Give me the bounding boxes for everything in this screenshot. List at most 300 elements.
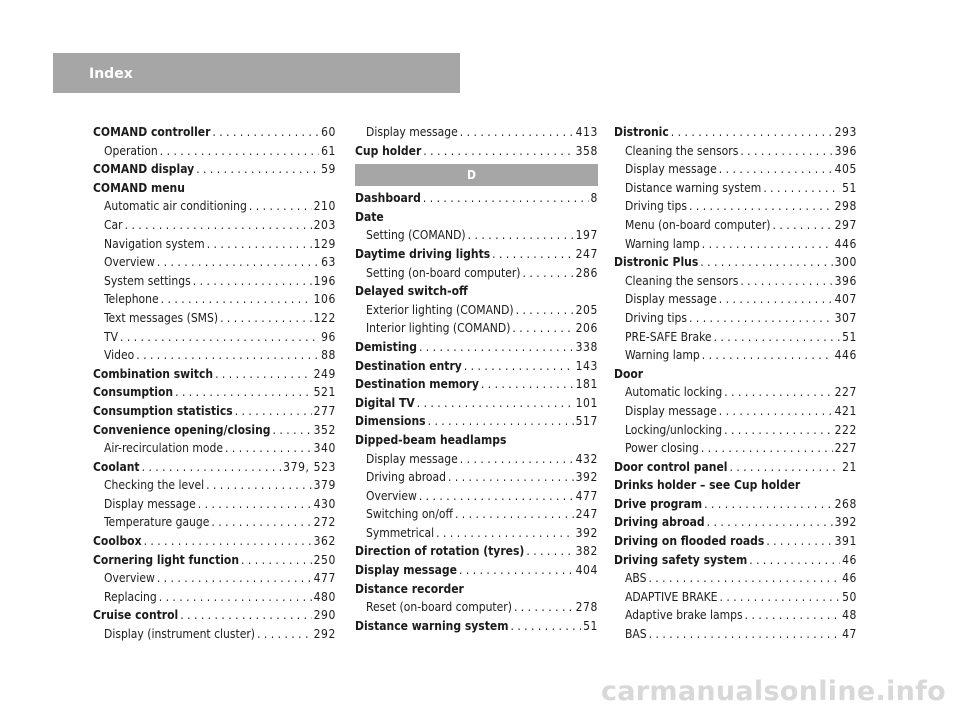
dot-leader	[724, 383, 832, 402]
entry-label: Distronic	[614, 125, 669, 139]
dot-leader	[125, 216, 312, 235]
entry-page-number: 247	[575, 507, 598, 522]
entry-page-number: 60	[321, 125, 336, 139]
entry-page-number: 210	[313, 199, 336, 214]
dot-leader	[523, 264, 574, 283]
dot-leader	[225, 439, 312, 458]
entry-page-number: 413	[575, 125, 598, 139]
entry-label: Consumption statistics	[93, 403, 233, 418]
entry-page-number: 407	[834, 292, 857, 307]
dot-leader	[512, 319, 573, 338]
index-entry	[93, 123, 336, 142]
entry-page-number: 227	[834, 441, 857, 456]
entry-label: Symmetrical	[366, 525, 435, 540]
dot-leader	[689, 197, 833, 216]
dot-leader	[689, 309, 833, 328]
entry-label: Checking the level	[104, 478, 205, 493]
entry-label: Display message	[366, 125, 458, 139]
index-subentry	[614, 402, 857, 421]
entry-page-number: 405	[834, 162, 857, 177]
entry-label: Car	[104, 217, 123, 232]
dot-leader	[729, 458, 840, 477]
entry-page-number: 181	[575, 377, 598, 392]
index-subentry	[614, 235, 857, 254]
entry-label: Telephone	[104, 292, 159, 307]
index-entry	[355, 282, 598, 301]
index-entry	[355, 431, 598, 450]
dot-leader	[159, 588, 312, 607]
entry-label: Automatic air conditioning	[104, 199, 247, 214]
entry-page-number: 404	[575, 563, 598, 578]
entry-label: Driving tips	[625, 310, 687, 325]
index-entry	[355, 375, 598, 394]
entry-page-number: 61	[321, 143, 336, 158]
entry-label: Convenience opening/closing	[93, 422, 271, 437]
entry-label: Driving abroad	[614, 515, 705, 530]
entry-label: Locking/unlocking	[625, 422, 723, 437]
dot-leader	[514, 598, 574, 617]
entry-label: Cleaning the sensors	[625, 143, 739, 158]
entry-label: Driving on flooded roads	[614, 534, 765, 549]
dot-leader	[220, 309, 312, 328]
entry-page-number: 392	[575, 470, 598, 485]
entry-page-number: 307	[834, 310, 857, 325]
entry-page-number: 421	[834, 403, 857, 418]
entry-label: Demisting	[355, 339, 417, 354]
entry-page-number: 51	[842, 180, 857, 195]
entry-label: Distronic Plus	[614, 255, 699, 270]
index-subentry	[355, 487, 598, 506]
index-entry	[93, 402, 336, 421]
entry-page-number: 106	[313, 292, 336, 307]
index-entry	[614, 495, 857, 514]
entry-label: Display message	[625, 403, 717, 418]
index-subentry	[93, 346, 336, 365]
dot-leader	[157, 253, 319, 272]
entry-label: Driving tips	[625, 199, 687, 214]
entry-page-number: 250	[313, 552, 336, 567]
entry-label: Display message	[104, 496, 196, 511]
entry-page-number: 430	[313, 496, 336, 511]
entry-label: Setting (COMAND)	[366, 228, 466, 243]
entry-page-number: 129	[313, 236, 336, 251]
entry-page-number: 300	[834, 255, 857, 270]
entry-label: Adaptive brake lamps	[625, 608, 743, 623]
entry-page-number: 477	[575, 488, 598, 503]
dot-leader	[428, 412, 574, 431]
entry-page-number: 396	[834, 273, 857, 288]
dot-leader	[175, 383, 312, 402]
entry-label: PRE-SAFE Brake	[625, 329, 712, 344]
dot-leader	[510, 617, 581, 636]
watermark: carmanualsonline.info	[600, 676, 946, 707]
entry-page-number: 222	[834, 422, 857, 437]
entry-page-number: 197	[575, 228, 598, 243]
entry-label: Dashboard	[355, 191, 421, 206]
index-subentry	[355, 226, 598, 245]
dot-leader	[448, 468, 574, 487]
index-entry	[355, 142, 598, 161]
entry-page-number: 88	[321, 348, 336, 363]
entry-page-number: 122	[313, 310, 336, 325]
index-subentry	[614, 625, 857, 644]
dot-leader	[700, 253, 832, 272]
index-subentry	[93, 513, 336, 532]
entry-page-number: 358	[575, 143, 598, 158]
index-subentry	[614, 309, 857, 328]
index-entry	[355, 617, 598, 636]
entry-page-number: 293	[834, 125, 857, 139]
index-entry	[93, 606, 336, 625]
entry-label: Text messages (SMS)	[104, 310, 219, 325]
index-entry	[355, 189, 598, 208]
entry-label: Dimensions	[355, 414, 426, 429]
entry-label: Distance warning system	[625, 180, 762, 195]
dot-leader	[719, 290, 833, 309]
dot-leader	[235, 402, 312, 421]
entry-label: Warning lamp	[625, 348, 700, 363]
entry-label: Coolant	[93, 459, 140, 474]
entry-page-number: 46	[842, 571, 857, 586]
entry-label: Overview	[104, 571, 155, 586]
index-entry	[614, 365, 857, 384]
dot-leader	[455, 505, 574, 524]
index-subentry	[355, 264, 598, 283]
entry-page-number: 47	[842, 627, 857, 642]
index-column-2	[355, 123, 598, 635]
entry-page-number: 205	[575, 302, 598, 317]
index-subentry	[355, 319, 598, 338]
entry-page-number: 517	[575, 414, 598, 429]
dot-leader	[257, 625, 312, 644]
entry-label: Temperature gauge	[104, 515, 210, 530]
entry-page-number: 46	[842, 552, 857, 567]
index-subentry	[93, 328, 336, 347]
entry-label: Display message	[625, 292, 717, 307]
entry-label: Drinks holder – see Cup holder	[614, 478, 801, 493]
entry-label: Delayed switch-off	[355, 284, 468, 299]
entry-page-number: 379, 523	[283, 459, 336, 474]
index-entry	[614, 458, 857, 477]
index-entry	[93, 365, 336, 384]
dot-leader	[142, 458, 282, 477]
entry-label: BAS	[625, 627, 647, 642]
dot-leader	[702, 346, 833, 365]
dot-leader	[724, 421, 832, 440]
index-entry	[355, 394, 598, 413]
dot-leader	[160, 142, 319, 161]
entry-page-number: 206	[575, 321, 598, 336]
dot-leader	[719, 160, 833, 179]
index-column-3	[614, 123, 857, 644]
entry-page-number: 203	[313, 217, 336, 232]
entry-label: Replacing	[104, 589, 157, 604]
dot-leader	[206, 476, 311, 495]
entry-page-number: 277	[313, 403, 336, 418]
index-subentry	[614, 197, 857, 216]
dot-leader	[273, 421, 312, 440]
index-subentry	[93, 272, 336, 291]
entry-label: TV	[104, 329, 118, 344]
index-subentry	[614, 383, 857, 402]
index-subentry	[93, 197, 336, 216]
index-entry	[355, 338, 598, 357]
index-subentry	[614, 439, 857, 458]
dot-leader	[526, 542, 573, 561]
entry-label: Coolbox	[93, 534, 142, 549]
index-subentry	[93, 309, 336, 328]
entry-page-number: 480	[313, 589, 336, 604]
dot-leader	[423, 189, 589, 208]
index-subentry	[93, 588, 336, 607]
entry-page-number: 391	[834, 534, 857, 549]
index-header-bar	[53, 53, 460, 93]
index-entry	[614, 532, 857, 551]
index-entry	[93, 421, 336, 440]
index-entry	[355, 561, 598, 580]
entry-page-number: 8	[590, 191, 598, 206]
dot-leader	[766, 532, 832, 551]
entry-page-number: 59	[321, 162, 336, 177]
entry-label: Door	[614, 366, 644, 381]
entry-label: Door control panel	[614, 459, 728, 474]
entry-page-number: 286	[575, 265, 598, 280]
index-entry	[93, 458, 336, 477]
index-subentry	[93, 625, 336, 644]
entry-label: Menu (on-board computer)	[625, 217, 771, 232]
dot-leader	[671, 123, 833, 142]
index-entry	[355, 357, 598, 376]
entry-page-number: 48	[842, 608, 857, 623]
index-subentry	[614, 569, 857, 588]
entry-page-number: 249	[313, 366, 336, 381]
index-entry	[93, 532, 336, 551]
entry-label: Reset (on-board computer)	[366, 600, 512, 615]
dot-leader	[417, 394, 574, 413]
entry-label: Video	[104, 348, 135, 363]
dot-leader	[215, 365, 312, 384]
entry-page-number: 392	[834, 515, 857, 530]
entry-label: Cornering light function	[93, 552, 240, 567]
index-subentry	[93, 495, 336, 514]
index-subentry	[614, 421, 857, 440]
index-subentry	[93, 235, 336, 254]
index-entry	[614, 551, 857, 570]
dot-leader	[249, 197, 312, 216]
entry-label: ADAPTIVE BRAKE	[625, 589, 718, 604]
index-subentry	[355, 598, 598, 617]
section-letter-header: D	[355, 164, 598, 186]
dot-leader	[719, 588, 840, 607]
dot-leader	[468, 226, 574, 245]
entry-page-number: 227	[834, 385, 857, 400]
index-entry	[614, 513, 857, 532]
entry-page-number: 340	[313, 441, 336, 456]
dot-leader	[196, 160, 319, 179]
entry-label: Power closing	[625, 441, 699, 456]
dot-leader	[460, 123, 574, 142]
index-entry	[355, 208, 598, 227]
entry-page-number: 247	[575, 246, 598, 261]
entry-label: Drive program	[614, 496, 703, 511]
entry-label: Navigation system	[104, 236, 205, 251]
entry-page-number: 298	[834, 199, 857, 214]
index-subentry	[614, 328, 857, 347]
dot-leader	[120, 328, 319, 347]
entry-label: Display message	[355, 563, 457, 578]
entry-page-number: 362	[313, 534, 336, 549]
dot-leader	[460, 450, 574, 469]
entry-page-number: 51	[842, 329, 857, 344]
entry-label: COMAND display	[93, 162, 195, 177]
dot-leader	[719, 402, 833, 421]
entry-label: Driving abroad	[366, 470, 446, 485]
dot-leader	[516, 301, 574, 320]
entry-label: Overview	[366, 488, 417, 503]
entry-page-number: 292	[313, 627, 336, 642]
page-title: Index	[89, 66, 133, 82]
dot-leader	[707, 513, 833, 532]
entry-label: Display (instrument cluster)	[104, 627, 256, 642]
dot-leader	[749, 551, 840, 570]
dot-leader	[207, 235, 312, 254]
entry-label: Driving safety system	[614, 552, 748, 567]
entry-label: Setting (on-board computer)	[366, 265, 521, 280]
dot-leader	[198, 495, 312, 514]
entry-page-number: 50	[842, 589, 857, 604]
entry-label: Combination switch	[93, 366, 214, 381]
index-entry	[614, 253, 857, 272]
entry-label: COMAND menu	[93, 180, 185, 195]
dot-leader	[193, 272, 312, 291]
index-subentry	[614, 272, 857, 291]
entry-label: Warning lamp	[625, 236, 700, 251]
entry-label: Switching on/off	[366, 507, 453, 522]
dot-leader	[773, 216, 833, 235]
entry-label: Direction of rotation (tyres)	[355, 544, 525, 559]
entry-label: Cup holder	[355, 143, 422, 158]
dot-leader	[459, 561, 574, 580]
entry-page-number: 446	[834, 236, 857, 251]
index-subentry	[355, 301, 598, 320]
index-entry	[355, 580, 598, 599]
entry-label: Distance warning system	[355, 618, 509, 633]
index-subentry	[93, 290, 336, 309]
dot-leader	[419, 487, 574, 506]
entry-page-number: 338	[575, 339, 598, 354]
entry-page-number: 96	[321, 329, 336, 344]
index-entry	[355, 412, 598, 431]
entry-label: Digital TV	[355, 395, 415, 410]
dot-leader	[212, 123, 319, 142]
entry-label: Cruise control	[93, 608, 179, 623]
dot-leader	[704, 495, 832, 514]
index-subentry	[614, 290, 857, 309]
entry-page-number: 477	[313, 571, 336, 586]
dot-leader	[701, 439, 833, 458]
index-subentry	[93, 439, 336, 458]
dot-leader	[144, 532, 312, 551]
index-subentry	[614, 606, 857, 625]
entry-label: Destination entry	[355, 358, 462, 373]
index-subentry	[93, 569, 336, 588]
entry-page-number: 446	[834, 348, 857, 363]
index-entry	[93, 179, 336, 198]
entry-page-number: 352	[313, 422, 336, 437]
dot-leader	[763, 179, 840, 198]
entry-label: Display message	[625, 162, 717, 177]
index-subentry	[614, 160, 857, 179]
index-subentry	[355, 505, 598, 524]
entry-page-number: 63	[321, 255, 336, 270]
dot-leader	[436, 524, 573, 543]
dot-leader	[745, 606, 840, 625]
dot-leader	[157, 569, 312, 588]
dot-leader	[180, 606, 311, 625]
dot-leader	[161, 290, 312, 309]
entry-label: Dipped-beam headlamps	[355, 432, 507, 447]
entry-page-number: 521	[313, 385, 336, 400]
entry-label: Interior lighting (COMAND)	[366, 321, 511, 336]
entry-label: Destination memory	[355, 377, 479, 392]
index-subentry	[355, 123, 598, 142]
index-entry	[614, 476, 857, 495]
index-subentry	[614, 179, 857, 198]
entry-page-number: 290	[313, 608, 336, 623]
entry-label: Daytime driving lights	[355, 246, 491, 261]
index-subentry	[93, 253, 336, 272]
index-subentry	[614, 216, 857, 235]
entry-page-number: 272	[313, 515, 336, 530]
index-column-1	[93, 123, 336, 644]
entry-page-number: 143	[575, 358, 598, 373]
entry-page-number: 379	[313, 478, 336, 493]
dot-leader	[241, 551, 312, 570]
entry-label: ABS	[625, 571, 647, 586]
entry-label: Distance recorder	[355, 581, 464, 596]
dot-leader	[464, 357, 574, 376]
dot-leader	[740, 272, 832, 291]
index-entry	[93, 160, 336, 179]
index-subentry	[614, 588, 857, 607]
entry-page-number: 196	[313, 273, 336, 288]
dot-leader	[702, 235, 833, 254]
entry-page-number: 268	[834, 496, 857, 511]
dot-leader	[211, 513, 311, 532]
entry-label: Display message	[366, 451, 458, 466]
entry-label: Cleaning the sensors	[625, 273, 739, 288]
entry-page-number: 297	[834, 217, 857, 232]
entry-label: System settings	[104, 273, 191, 288]
entry-label: Air-recirculation mode	[104, 441, 223, 456]
index-subentry	[355, 524, 598, 543]
entry-page-number: 432	[575, 451, 598, 466]
index-entry	[614, 123, 857, 142]
index-subentry	[93, 476, 336, 495]
dot-leader	[649, 625, 840, 644]
index-subentry	[93, 142, 336, 161]
entry-label: Automatic locking	[625, 385, 723, 400]
index-subentry	[355, 468, 598, 487]
index-entry	[93, 551, 336, 570]
entry-page-number: 396	[834, 143, 857, 158]
dot-leader	[136, 346, 319, 365]
index-subentry	[355, 450, 598, 469]
dot-leader	[492, 245, 573, 264]
entry-label: Overview	[104, 255, 155, 270]
index-subentry	[614, 346, 857, 365]
entry-page-number: 382	[575, 544, 598, 559]
